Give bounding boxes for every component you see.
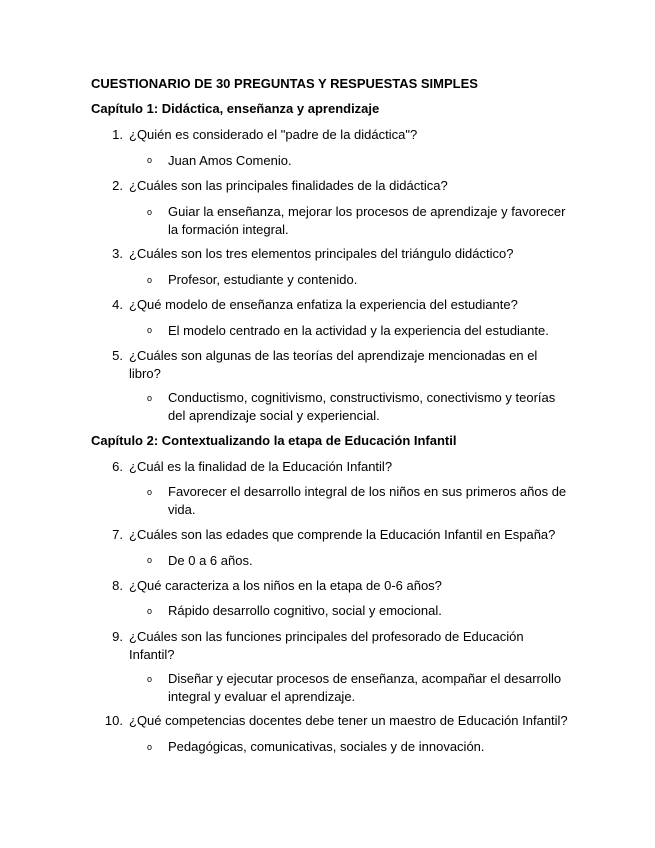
question-text: ¿Qué caracteriza a los niños en la etapa de 0-6 años? xyxy=(129,578,442,593)
answer-text: Juan Amos Comenio. xyxy=(168,153,292,168)
bullet-icon: o xyxy=(147,207,153,217)
bullet-icon: o xyxy=(147,606,153,616)
question-text: ¿Qué modelo de enseñanza enfatiza la experiencia del estudiante? xyxy=(129,297,518,312)
question-number: 10. xyxy=(104,713,123,728)
question-text: ¿Quién es considerado el "padre de la didáctica"? xyxy=(129,127,418,142)
question-text: ¿Cuáles son las funciones principales del profesorado de Educación Infantil? xyxy=(129,629,524,662)
question-number: 5. xyxy=(112,348,123,363)
answer-text: Pedagógicas, comunicativas, sociales y de innovación. xyxy=(168,739,485,754)
question-number: 6. xyxy=(112,459,123,474)
chapter-heading: Capítulo 2: Contextualizando la etapa de Educación Infantil xyxy=(91,433,457,448)
answer-text: Favorecer el desarrollo integral de los niños en sus primeros años de vida. xyxy=(168,484,567,517)
question-text: ¿Qué competencias docentes debe tener un maestro de Educación Infantil? xyxy=(129,713,568,728)
question-number: 2. xyxy=(112,178,123,193)
answer-text: Conductismo, cognitivismo, constructivismo, conectivismo y teorías del aprendizaje social y experiencial. xyxy=(168,390,556,423)
answer-text: Rápido desarrollo cognitivo, social y emocional. xyxy=(168,603,442,618)
question-number: 1. xyxy=(112,127,123,142)
question-text: ¿Cuáles son las edades que comprende la Educación Infantil en España? xyxy=(129,527,556,542)
bullet-icon: o xyxy=(147,555,153,565)
bullet-icon: o xyxy=(147,393,153,403)
question-number: 9. xyxy=(112,629,123,644)
question-number: 4. xyxy=(112,297,123,312)
question-text: ¿Cuáles son algunas de las teorías del aprendizaje mencionadas en el libro? xyxy=(129,348,538,381)
bullet-icon: o xyxy=(147,325,153,335)
question-number: 7. xyxy=(112,527,123,542)
document-title: CUESTIONARIO DE 30 PREGUNTAS Y RESPUESTAS SIMPLES xyxy=(91,76,478,91)
question-text: ¿Cuál es la finalidad de la Educación Infantil? xyxy=(129,459,393,474)
bullet-icon: o xyxy=(147,155,153,165)
answer-text: De 0 a 6 años. xyxy=(168,553,253,568)
bullet-icon: o xyxy=(147,275,153,285)
question-number: 8. xyxy=(112,578,123,593)
answer-text: Guiar la enseñanza, mejorar los procesos de aprendizaje y favorecer la formación integral. xyxy=(168,204,566,237)
bullet-icon: o xyxy=(147,487,153,497)
bullet-icon: o xyxy=(147,674,153,684)
bullet-icon: o xyxy=(147,742,153,752)
chapter-heading: Capítulo 1: Didáctica, enseñanza y aprendizaje xyxy=(91,101,380,116)
question-text: ¿Cuáles son los tres elementos principales del triángulo didáctico? xyxy=(129,246,514,261)
question-text: ¿Cuáles son las principales finalidades de la didáctica? xyxy=(129,178,448,193)
answer-text: Diseñar y ejecutar procesos de enseñanza, acompañar el desarrollo integral y evaluar el aprendizaje. xyxy=(168,671,562,704)
question-number: 3. xyxy=(112,246,123,261)
answer-text: Profesor, estudiante y contenido. xyxy=(168,272,358,287)
answer-text: El modelo centrado en la actividad y la experiencia del estudiante. xyxy=(168,323,549,338)
